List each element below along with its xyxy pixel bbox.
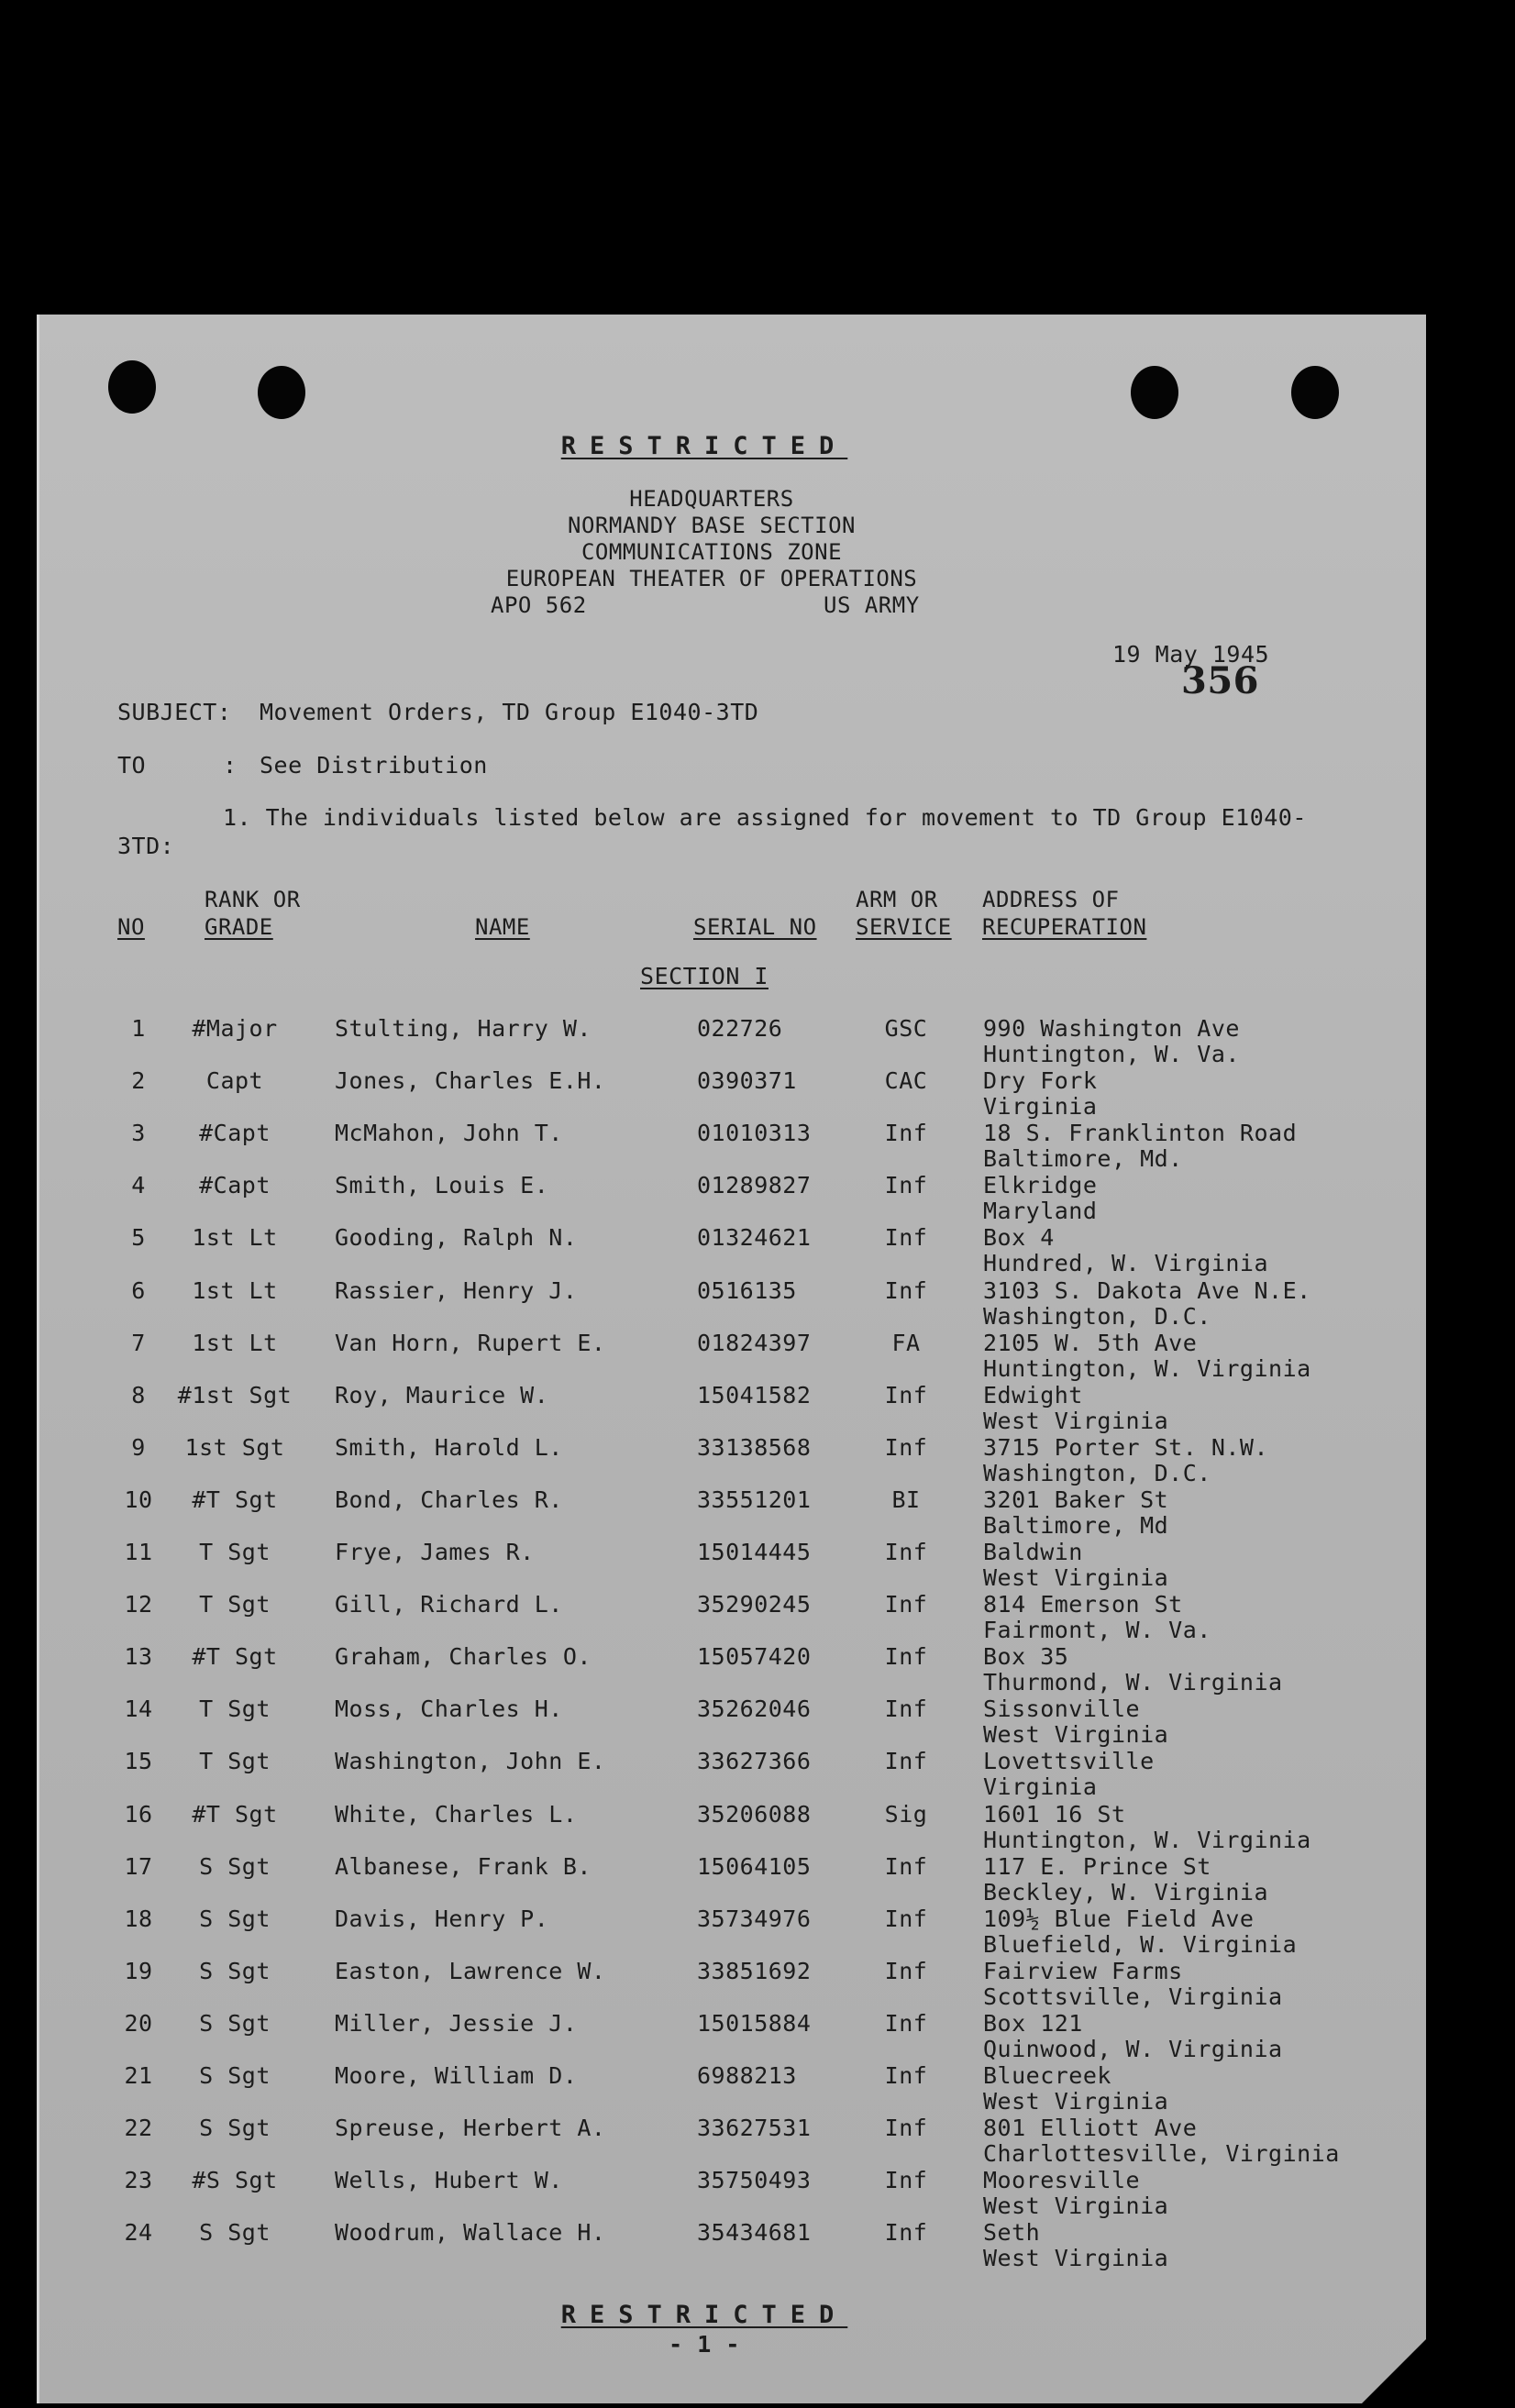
row-serial: 35434681 [697, 2219, 812, 2247]
row-serial: 15057420 [697, 1643, 812, 1671]
row-name: Davis, Henry P. [335, 1905, 549, 1932]
header-apo: APO 562 [491, 592, 587, 618]
column-header-rank: RANK OR [205, 887, 301, 912]
row-address-line1: 3715 Porter St. N.W. [983, 1433, 1269, 1461]
header-org-line: COMMUNICATIONS ZONE [581, 539, 843, 565]
row-rank: 1st Sgt [184, 1433, 285, 1461]
row-address-line2: Baltimore, Md. [983, 1145, 1183, 1173]
column-header-arm: ARM OR [856, 887, 938, 912]
row-address-line1: 1601 16 St [983, 1800, 1126, 1828]
row-address-line1: Box 4 [983, 1224, 1055, 1252]
row-address-line1: 3103 S. Dakota Ave N.E. [983, 1276, 1311, 1304]
row-address-line2: West Virginia [983, 1564, 1169, 1591]
row-name: Easton, Lawrence W. [335, 1957, 606, 1984]
row-name: Miller, Jessie J. [335, 2009, 578, 2037]
row-rank: T Sgt [199, 1696, 271, 1723]
row-address-line1: 3201 Baker St [983, 1486, 1169, 1513]
row-number: 4 [131, 1172, 146, 1199]
row-rank: T Sgt [199, 1748, 271, 1775]
row-address-line1: Mooresville [983, 2167, 1141, 2194]
row-address-line2: Charlottesville, Virginia [983, 2140, 1340, 2168]
row-number: 10 [124, 1486, 153, 1513]
row-serial: 35206088 [697, 1800, 812, 1828]
row-arm: BI [891, 1486, 921, 1513]
row-address-line2: Scottsville, Virginia [983, 1983, 1283, 2010]
row-rank: S Sgt [199, 1852, 271, 1880]
row-number: 2 [131, 1067, 146, 1095]
row-address-line1: Lovettsville [983, 1748, 1155, 1775]
row-rank: S Sgt [199, 2219, 271, 2247]
row-serial: 0516135 [697, 1276, 797, 1304]
row-address-line1: Elkridge [983, 1172, 1098, 1199]
row-rank: S Sgt [199, 2115, 271, 2142]
row-rank: #Major [192, 1015, 278, 1042]
row-arm: Inf [884, 2062, 928, 2089]
row-arm: Inf [884, 1905, 928, 1932]
row-arm: Inf [884, 2219, 928, 2247]
row-address-line1: Baldwin [983, 1539, 1083, 1565]
row-name: Gooding, Ralph N. [335, 1224, 578, 1252]
row-rank: 1st Lt [192, 1276, 278, 1304]
to-text: See Distribution [260, 752, 488, 779]
row-number: 5 [131, 1224, 146, 1252]
row-address-line2: Baltimore, Md [983, 1511, 1169, 1539]
row-name: Jones, Charles E.H. [335, 1067, 606, 1095]
subject-label: SUBJECT: [117, 699, 232, 725]
row-name: White, Charles L. [335, 1800, 578, 1828]
row-address-line2: West Virginia [983, 2088, 1169, 2115]
row-rank: #1st Sgt [177, 1381, 293, 1408]
column-header-serial: SERIAL NO [693, 914, 817, 940]
row-rank: #T Sgt [192, 1643, 278, 1671]
row-name: Woodrum, Wallace H. [335, 2219, 606, 2247]
row-arm: Inf [884, 1539, 928, 1565]
row-address-line2: Huntington, W. Va. [983, 1041, 1240, 1067]
row-arm: Inf [884, 1120, 928, 1147]
row-address-line2: Beckley, W. Virginia [983, 1878, 1269, 1905]
row-number: 24 [124, 2219, 153, 2247]
column-header-name: NAME [475, 914, 530, 940]
row-name: Graham, Charles O. [335, 1643, 592, 1671]
row-serial: 35262046 [697, 1696, 812, 1723]
punch-hole [1291, 366, 1339, 419]
row-serial: 15015884 [697, 2009, 812, 2037]
paragraph-line: 1. The individuals listed below are assigned for movement to TD Group E1040- [223, 804, 1307, 831]
row-arm: Inf [884, 1381, 928, 1408]
row-rank: S Sgt [199, 1957, 271, 1984]
row-serial: 01324621 [697, 1224, 812, 1252]
row-arm: Inf [884, 1433, 928, 1461]
row-serial: 15041582 [697, 1381, 812, 1408]
row-address-line1: 109½ Blue Field Ave [983, 1905, 1255, 1932]
row-serial: 01010313 [697, 1120, 812, 1147]
row-serial: 0390371 [697, 1067, 797, 1095]
row-serial: 01824397 [697, 1329, 812, 1356]
row-address-line2: Washington, D.C. [983, 1302, 1211, 1330]
row-number: 16 [124, 1800, 153, 1828]
to-colon: : [223, 752, 238, 779]
row-number: 14 [124, 1696, 153, 1723]
header-org-line: HEADQUARTERS [629, 486, 794, 512]
row-number: 19 [124, 1957, 153, 1984]
row-name: Washington, John E. [335, 1748, 606, 1775]
row-rank: Capt [205, 1067, 264, 1095]
row-arm: Inf [884, 2115, 928, 2142]
header-org-line: EUROPEAN THEATER OF OPERATIONS [505, 566, 918, 591]
row-arm: Inf [884, 1224, 928, 1252]
row-address-line2: Maryland [983, 1198, 1098, 1225]
row-number: 6 [131, 1276, 146, 1304]
row-arm: Inf [884, 1748, 928, 1775]
punch-hole [108, 360, 156, 414]
row-name: Spreuse, Herbert A. [335, 2115, 606, 2142]
row-arm: Inf [884, 1696, 928, 1723]
row-name: Bond, Charles R. [335, 1486, 563, 1513]
row-number: 8 [131, 1381, 146, 1408]
row-arm: Inf [884, 1591, 928, 1618]
row-name: Moore, William D. [335, 2062, 578, 2089]
row-rank: S Sgt [199, 2062, 271, 2089]
row-serial: 33551201 [697, 1486, 812, 1513]
row-serial: 15014445 [697, 1539, 812, 1565]
row-number: 15 [124, 1748, 153, 1775]
row-name: Stulting, Harry W. [335, 1015, 592, 1042]
row-address-line2: Thurmond, W. Virginia [983, 1669, 1283, 1696]
column-header-address: RECUPERATION [982, 914, 1147, 940]
header-army: US ARMY [824, 592, 920, 618]
row-number: 1 [131, 1015, 146, 1042]
row-address-line1: Seth [983, 2219, 1041, 2247]
row-address-line2: West Virginia [983, 1407, 1169, 1434]
row-address-line2: Huntington, W. Virginia [983, 1826, 1311, 1853]
row-rank: T Sgt [199, 1539, 271, 1565]
column-header-address: ADDRESS OF [982, 887, 1120, 912]
row-number: 17 [124, 1852, 153, 1880]
column-header-arm: SERVICE [856, 914, 952, 940]
row-number: 7 [131, 1329, 146, 1356]
row-address-line2: Fairmont, W. Va. [983, 1617, 1211, 1644]
row-address-line2: Quinwood, W. Virginia [983, 2035, 1283, 2062]
row-number: 9 [131, 1433, 146, 1461]
row-rank: #S Sgt [192, 2167, 278, 2194]
row-address-line2: Hundred, W. Virginia [983, 1250, 1269, 1277]
row-number: 11 [124, 1539, 153, 1565]
row-address-line1: Edwight [983, 1381, 1083, 1408]
row-arm: Inf [884, 1957, 928, 1984]
document-number: 356 [1181, 659, 1259, 702]
row-serial: 33627531 [697, 2115, 812, 2142]
row-address-line2: Washington, D.C. [983, 1459, 1211, 1486]
row-name: Rassier, Henry J. [335, 1276, 578, 1304]
row-address-line1: Fairview Farms [983, 1957, 1183, 1984]
page-number: - 1 - [669, 2331, 740, 2358]
row-arm: Inf [884, 2009, 928, 2037]
row-rank: S Sgt [199, 2009, 271, 2037]
row-serial: 35290245 [697, 1591, 812, 1618]
row-name: Smith, Harold L. [335, 1433, 563, 1461]
column-header-rank: GRADE [205, 914, 273, 940]
row-serial: 15064105 [697, 1852, 812, 1880]
row-serial: 01289827 [697, 1172, 812, 1199]
row-rank: T Sgt [199, 1591, 271, 1618]
row-serial: 33627366 [697, 1748, 812, 1775]
row-name: Roy, Maurice W. [335, 1381, 549, 1408]
row-name: McMahon, John T. [335, 1120, 563, 1147]
row-address-line2: Virginia [983, 1773, 1098, 1801]
header-org-line: NORMANDY BASE SECTION [568, 513, 856, 538]
section-title: SECTION I [640, 963, 769, 989]
row-rank: #T Sgt [192, 1486, 278, 1513]
row-address-line2: West Virginia [983, 2193, 1169, 2220]
row-name: Gill, Richard L. [335, 1591, 563, 1618]
column-header-no: NO [117, 914, 145, 940]
row-address-line1: Sissonville [983, 1696, 1141, 1723]
folded-corner [1362, 2339, 1426, 2403]
row-address-line1: 990 Washington Ave [983, 1015, 1240, 1042]
row-address-line1: 2105 W. 5th Ave [983, 1329, 1198, 1356]
row-address-line1: Box 121 [983, 2009, 1083, 2037]
row-name: Wells, Hubert W. [335, 2167, 563, 2194]
row-serial: 33138568 [697, 1433, 812, 1461]
row-arm: Inf [884, 1172, 928, 1199]
row-number: 22 [124, 2115, 153, 2142]
row-number: 3 [131, 1120, 146, 1147]
row-name: Albanese, Frank B. [335, 1852, 592, 1880]
row-name: Frye, James R. [335, 1539, 535, 1565]
document-date: 19 May 1945 [1112, 641, 1270, 668]
row-serial: 35750493 [697, 2167, 812, 2194]
row-number: 12 [124, 1591, 153, 1618]
row-arm: CAC [884, 1067, 928, 1095]
row-arm: FA [891, 1329, 921, 1356]
row-arm: Inf [884, 1276, 928, 1304]
row-serial: 022726 [697, 1015, 783, 1042]
row-rank: #T Sgt [192, 1800, 278, 1828]
row-arm: GSC [884, 1015, 928, 1042]
row-serial: 33851692 [697, 1957, 812, 1984]
row-address-line1: Dry Fork [983, 1067, 1098, 1095]
row-serial: 6988213 [697, 2062, 797, 2089]
row-arm: Inf [884, 1852, 928, 1880]
row-number: 18 [124, 1905, 153, 1932]
row-address-line2: West Virginia [983, 2245, 1169, 2272]
row-number: 23 [124, 2167, 153, 2194]
subject-text: Movement Orders, TD Group E1040-3TD [260, 699, 759, 725]
row-address-line2: Huntington, W. Virginia [983, 1354, 1311, 1382]
row-number: 21 [124, 2062, 153, 2089]
row-address-line2: West Virginia [983, 1721, 1169, 1749]
row-address-line1: 117 E. Prince St [983, 1852, 1211, 1880]
row-rank: #Capt [199, 1120, 271, 1147]
row-arm: Inf [884, 2167, 928, 2194]
row-rank: 1st Lt [192, 1224, 278, 1252]
punch-hole [258, 366, 305, 419]
row-arm: Inf [884, 1643, 928, 1671]
row-arm: Sig [884, 1800, 928, 1828]
row-address-line2: Bluefield, W. Virginia [983, 1930, 1298, 1958]
row-number: 20 [124, 2009, 153, 2037]
document-page [37, 315, 1426, 2403]
row-address-line1: Box 35 [983, 1643, 1069, 1671]
row-rank: S Sgt [199, 1905, 271, 1932]
row-name: Smith, Louis E. [335, 1172, 549, 1199]
row-name: Van Horn, Rupert E. [335, 1329, 606, 1356]
row-address-line1: 801 Elliott Ave [983, 2115, 1198, 2142]
to-label: TO [117, 752, 147, 779]
row-address-line2: Virginia [983, 1093, 1098, 1121]
row-address-line1: 814 Emerson St [983, 1591, 1183, 1618]
row-name: Moss, Charles H. [335, 1696, 563, 1723]
row-rank: #Capt [199, 1172, 271, 1199]
row-serial: 35734976 [697, 1905, 812, 1932]
row-number: 13 [124, 1643, 153, 1671]
paragraph-line: 3TD: [117, 833, 175, 859]
row-address-line1: 18 S. Franklinton Road [983, 1120, 1298, 1147]
row-address-line1: Bluecreek [983, 2062, 1111, 2089]
classification-top: RESTRICTED [560, 432, 848, 460]
row-rank: 1st Lt [192, 1329, 278, 1356]
classification-bottom: RESTRICTED [560, 2301, 848, 2329]
punch-hole [1131, 366, 1178, 419]
